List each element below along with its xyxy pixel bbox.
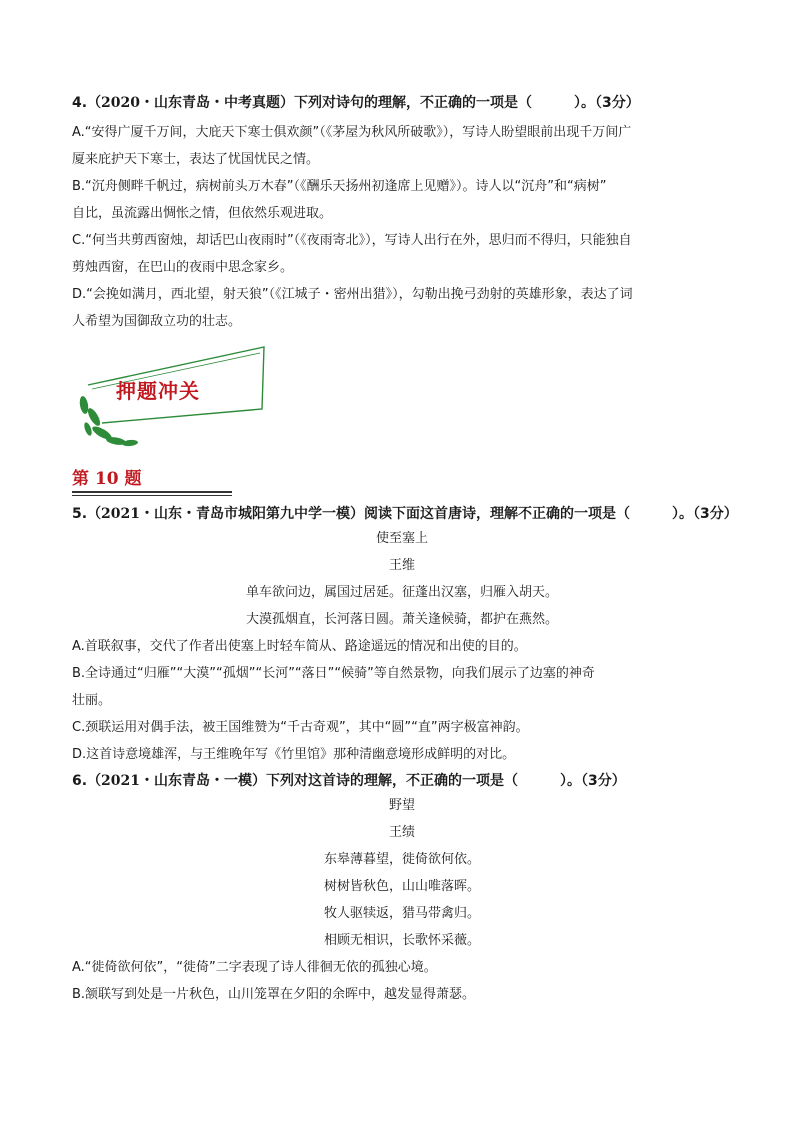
question-4-number: 4. — [72, 95, 88, 111]
question-6-number: 6. — [72, 773, 88, 789]
question-5-poem-author: 王维 — [388, 558, 415, 573]
question-5-option-a: A.首联叙事，交代了作者出使塞上时轻车简从、路途遥远的情况和出使的目的。 — [72, 639, 527, 654]
question-4-stem: 下列对诗句的理解，不正确的一项是（ ）。（3分） — [294, 95, 640, 111]
section-title: 第 10 题 — [72, 469, 142, 489]
question-4-option-b: B.“沉舟侧畔千帆过，病树前头万木春”（《酬乐天扬州初逢席上见赠》）。诗人以“沉舟”和“病树” 自比，虽流露出惆怅之情，但依然乐观进取。 — [72, 179, 607, 221]
question-6-poem-author: 王绩 — [388, 825, 415, 840]
question-5-option-d: D.这首诗意境雄浑，与王维晚年写《竹里馆》那种清幽意境形成鲜明的对比。 — [72, 747, 516, 762]
question-5-poem-line: 大漠孤烟直，长河落日圆。萧关逢候骑，都护在燕然。 — [245, 612, 558, 627]
question-6-poem-title: 野望 — [388, 798, 415, 813]
question-5-stem: 阅读下面这首唐诗，理解不正确的一项是（ ）。（3分） — [364, 506, 738, 522]
question-6-stem: 下列对这首诗的理解，不正确的一项是（ ）。（3分） — [266, 773, 626, 789]
question-5-poem-line: 单车欲问边，属国过居延。征蓬出汉塞，归雁入胡天。 — [245, 585, 558, 600]
question-6-poem-line: 东皋薄暮望，徙倚欲何依。 — [323, 852, 480, 867]
question-5-source: （2021・山东・青岛市城阳第九中学一模） — [87, 506, 365, 522]
question-4 — [72, 92, 722, 335]
question-4-source: （2020・山东青岛・中考真题） — [87, 95, 295, 111]
question-4-option-c: C.“何当共剪西窗烛，却话巴山夜雨时”（《夜雨寄北》），写诗人出行在外，思归而不得归，只能独自 剪烛西窗，在巴山的夜雨中思念家乡。 — [72, 233, 632, 275]
question-6-source: （2021・山东青岛・一模） — [87, 773, 267, 789]
questions-block — [72, 503, 738, 1008]
question-6-poem-line: 树树皆秋色，山山唯落晖。 — [323, 879, 480, 894]
question-5-option-b: B.全诗通过“归雁”“大漠”“孤烟”“长河”“落日”“候骑”等自然景物，向我们展示了边塞的神奇 壮丽。 — [72, 666, 595, 708]
banner-title: 押题冲关 — [116, 379, 200, 403]
question-5-number: 5. — [72, 506, 88, 522]
question-6-option-a: A.“徙倚欲何依”，“徙倚”二字表现了诗人徘徊无依的孤独心境。 — [72, 960, 437, 975]
question-4-option-d: D.“会挽如满月，西北望，射天狼”（《江城子・密州出猎》），勾勒出挽弓劲射的英雄形象，表达了词 人希望为国御敌立功的壮志。 — [72, 287, 633, 329]
section-heading — [72, 467, 232, 493]
question-6-heading — [72, 770, 732, 792]
question-6-option-b: B.颔联写到处是一片秋色，山川笼罩在夕阳的余晖中，越发显得萧瑟。 — [72, 987, 476, 1002]
question-4-heading — [72, 92, 722, 114]
question-6-poem-line: 牧人驱犊返，猎马带禽归。 — [323, 906, 480, 921]
question-6-poem-line: 相顾无相识，长歌怀采薇。 — [323, 933, 480, 948]
section-banner — [72, 345, 272, 455]
question-5-option-c: C.颈联运用对偶手法，被王国维赞为“千古奇观”，其中“圆”“直”两字极富神韵。 — [72, 720, 529, 735]
question-5-poem-title: 使至塞上 — [375, 531, 428, 546]
question-5-heading — [72, 503, 738, 525]
section-underline — [72, 495, 232, 496]
question-4-option-a: A.“安得广厦千万间，大庇天下寒士俱欢颜”（《茅屋为秋风所破歌》），写诗人盼望眼前出现千万间广 厦来庇护天下寒士，表达了忧国忧民之情。 — [72, 125, 632, 167]
